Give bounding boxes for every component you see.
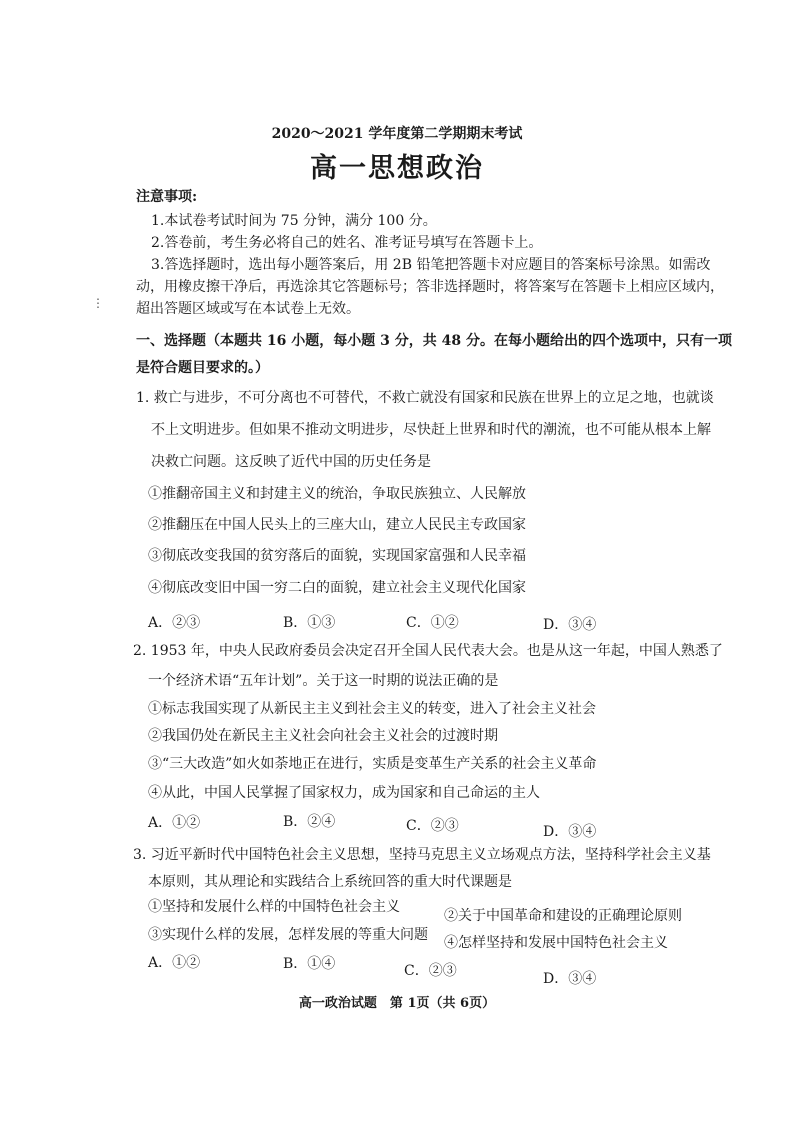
answer-option-b: B．①③ bbox=[283, 615, 336, 631]
notice-line: 3.答选择题时，选出每小题答案后，用 2B 铅笔把答题卡对应题目的答案标号涂黑。如需改 bbox=[151, 257, 711, 273]
margin-mark: ⋮ bbox=[92, 296, 104, 310]
question-text: 3. 习近平新时代中国特色社会主义思想，坚持马克思主义立场观点方法，坚持科学社会主义基 bbox=[133, 847, 711, 863]
notice-line: 动，用橡皮擦干净后，再选涂其它答题标号；答非选择题时，将答案写在答题卡上相应区域内， bbox=[136, 279, 724, 295]
question-text: 决救亡问题。这反映了近代中国的历史任务是 bbox=[151, 454, 431, 470]
question-text: 一个经济术语“五年计划”。关于这一时期的说法正确的是 bbox=[148, 673, 499, 689]
statement-item: ③“三大改造”如火如荼地正在进行，实质是变革生产关系的社会主义革命 bbox=[148, 756, 597, 772]
answer-option-b: B．①④ bbox=[283, 956, 336, 972]
answer-option-c: C．①② bbox=[406, 615, 459, 631]
statement-item: ④彻底改变旧中国一穷二白的面貌，建立社会主义现代化国家 bbox=[148, 580, 526, 596]
question-text: 本原则，其从理论和实践结合上系统回答的重大时代课题是 bbox=[148, 874, 512, 890]
answer-option-d: D．③④ bbox=[543, 824, 597, 840]
statement-item: ③实现什么样的发展，怎样发展的等重大问题 bbox=[148, 927, 428, 943]
question-text: 2. 1953 年，中央人民政府委员会决定召开全国人民代表大会。也是从这一年起，中国人熟悉了 bbox=[133, 643, 723, 659]
statement-item: ③彻底改变我国的贫穷落后的面貌，实现国家富强和人民幸福 bbox=[148, 548, 526, 564]
notice-line: 1.本试卷考试时间为 75 分钟，满分 100 分。 bbox=[151, 213, 437, 229]
exam-subtitle: 2020～2021 学年度第二学期期末考试 bbox=[271, 126, 523, 142]
statement-item: ②我国仍处在新民主主义社会向社会主义社会的过渡时期 bbox=[148, 728, 498, 744]
statement-item: ②推翻压在中国人民头上的三座大山，建立人民民主专政国家 bbox=[148, 517, 526, 533]
statement-item: ①坚持和发展什么样的中国特色社会主义 bbox=[148, 899, 400, 915]
notice-line: 2.答卷前，考生务必将自己的姓名、准考证号填写在答题卡上。 bbox=[151, 235, 543, 251]
answer-option-c: C．②③ bbox=[404, 963, 457, 979]
answer-option-b: B．②④ bbox=[283, 814, 336, 830]
page-title: 高一思想政治 bbox=[310, 153, 484, 184]
statement-item: ④从此，中国人民掌握了国家权力，成为国家和自己命运的主人 bbox=[148, 785, 540, 801]
statement-item: ④怎样坚持和发展中国特色社会主义 bbox=[444, 935, 668, 951]
answer-option-a: A．①② bbox=[148, 955, 201, 971]
statement-item: ①推翻帝国主义和封建主义的统治，争取民族独立、人民解放 bbox=[148, 486, 526, 502]
answer-option-a: A．②③ bbox=[148, 615, 201, 631]
answer-option-d: D．③④ bbox=[543, 971, 597, 987]
answer-option-c: C．②③ bbox=[406, 818, 459, 834]
notice-heading: 注意事项: bbox=[136, 189, 198, 205]
question-text: 1. 救亡与进步，不可分离也不可替代，不救亡就没有国家和民族在世界上的立足之地，也就谈 bbox=[136, 390, 714, 406]
question-text: 不上文明进步。但如果不推动文明进步，尽快赶上世界和时代的潮流，也不可能从根本上解 bbox=[151, 422, 711, 438]
notice-line: 超出答题区域或写在本试卷上无效。 bbox=[136, 301, 360, 317]
answer-option-a: A．①② bbox=[148, 815, 201, 831]
answer-option-d: D．③④ bbox=[543, 617, 597, 633]
page-footer: 高一政治试题 第 1页（共 6页） bbox=[298, 996, 496, 1011]
statement-item: ②关于中国革命和建设的正确理论原则 bbox=[444, 908, 682, 924]
section-heading: 是符合题目要求的。） bbox=[136, 360, 269, 376]
section-heading: 一、选择题（本题共 16 小题，每小题 3 分，共 48 分。在每小题给出的四个选项中，只有一项 bbox=[136, 333, 732, 349]
statement-item: ①标志我国实现了从新民主主义到社会主义的转变，进入了社会主义社会 bbox=[148, 701, 596, 717]
